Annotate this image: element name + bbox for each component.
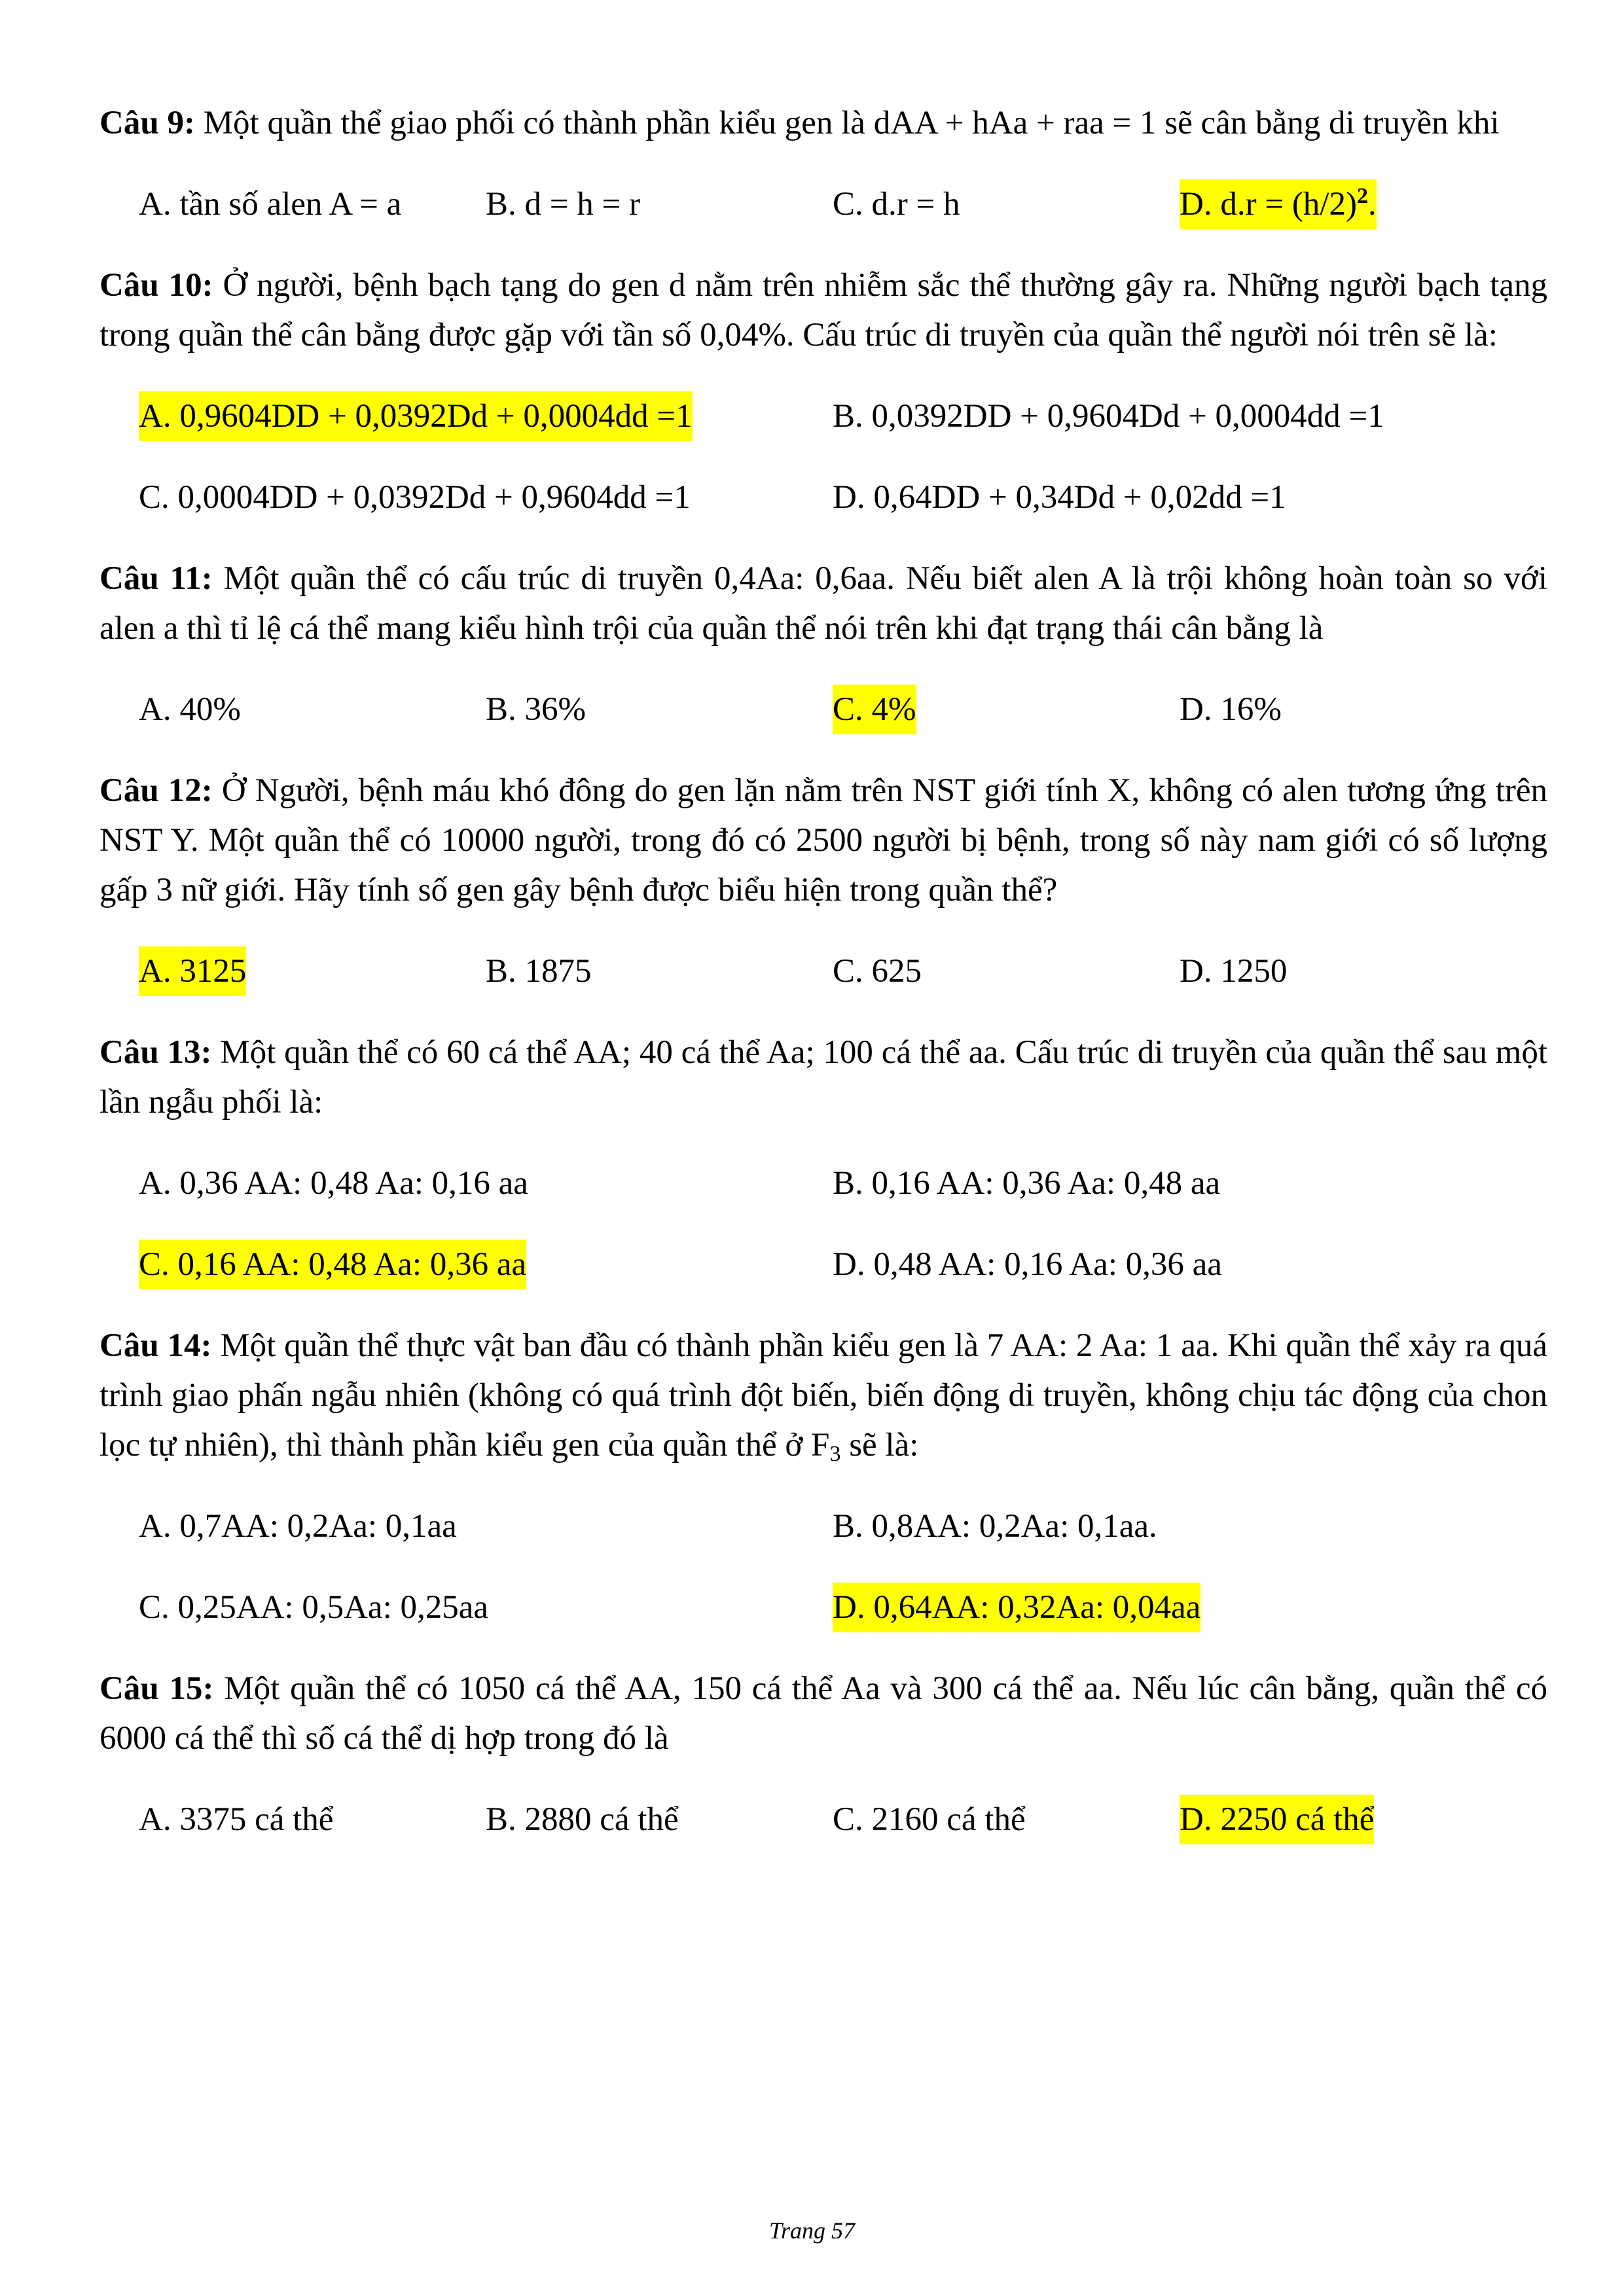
question-number: Câu 12: <box>99 772 213 809</box>
exam-page <box>99 98 1547 1844</box>
question-stem <box>99 1321 1547 1470</box>
question-number: Câu 9: <box>99 105 195 141</box>
option-d: D. 16% <box>1180 691 1282 728</box>
option-a: A. tần số alen A = a <box>139 186 402 223</box>
options-row <box>99 179 1547 229</box>
question-13 <box>99 1028 1547 1289</box>
option-b: B. 0,0392DD + 0,9604Dd + 0,0004dd =1 <box>833 398 1384 435</box>
option-c-answer: C. 4% <box>833 685 916 734</box>
question-stem <box>99 554 1547 653</box>
options-row <box>99 1501 1547 1551</box>
question-number: Câu 15: <box>99 1670 214 1707</box>
option-b: B. 36% <box>486 691 586 728</box>
question-number: Câu 11: <box>99 560 213 597</box>
question-text: Một quần thể có 60 cá thể AA; 40 cá thể Aa; 100 cá thể aa. Cấu trúc di truyền của quần thể sau một lần ngẫu phối là: <box>99 1034 1547 1121</box>
option-a-answer: A. 0,9604DD + 0,0392Dd + 0,0004dd =1 <box>139 391 693 441</box>
option-a: A. 0,7AA: 0,2Aa: 0,1aa <box>139 1508 457 1545</box>
question-text: Một quần thể có 1050 cá thể AA, 150 cá thể Aa và 300 cá thể aa. Nếu lúc cân bằng, quần thể có 6000 cá thể thì số cá thể dị hợp trong đó là <box>99 1670 1547 1757</box>
question-stem <box>99 260 1547 360</box>
question-stem <box>99 98 1547 148</box>
question-number: Câu 14: <box>99 1327 212 1364</box>
options-row <box>99 1158 1547 1208</box>
option-a: A. 0,36 AA: 0,48 Aa: 0,16 aa <box>139 1165 528 1202</box>
options-row <box>99 391 1547 441</box>
option-c-answer: C. 0,16 AA: 0,48 Aa: 0,36 aa <box>139 1240 526 1289</box>
option-c: C. d.r = h <box>833 186 960 223</box>
option-a: A. 3375 cá thể <box>139 1801 334 1838</box>
question-text: Ở Người, bệnh máu khó đông do gen lặn nằm trên NST giới tính X, không có alen tương ứng trên NST Y. Một quần thể có 10000 người, trong đó có 2500 người bị bệnh, trong số này nam giới có số lượng gấp 3 nữ giới. Hãy tính số gen gây bệnh được biểu hiện trong quần thể? <box>99 772 1547 908</box>
generation-subscript: 3 <box>829 1442 841 1466</box>
option-d-answer <box>1180 179 1377 229</box>
question-text-end: sẽ là: <box>840 1427 919 1463</box>
question-14 <box>99 1321 1547 1632</box>
option-a-answer: A. 3125 <box>139 946 246 996</box>
option-d: D. 0,48 AA: 0,16 Aa: 0,36 aa <box>833 1246 1222 1283</box>
option-c: C. 2160 cá thể <box>833 1801 1026 1838</box>
option-c: C. 0,25AA: 0,5Aa: 0,25aa <box>139 1589 489 1626</box>
options-row <box>99 1583 1547 1632</box>
options-row <box>99 1240 1547 1289</box>
options-row <box>99 1795 1547 1844</box>
option-c: C. 0,0004DD + 0,0392Dd + 0,9604dd =1 <box>139 479 691 516</box>
question-text: Một quần thể giao phối có thành phần kiểu gen là dAA + hAa + raa = 1 sẽ cân bằng di truyền khi <box>194 105 1500 141</box>
question-12 <box>99 766 1547 996</box>
option-d: D. 1250 <box>1180 953 1288 990</box>
question-number: Câu 13: <box>99 1034 212 1071</box>
question-text: Ở người, bệnh bạch tạng do gen d nằm trên nhiễm sắc thể thường gây ra. Những người bạch tạng trong quần thể cân bằng được gặp với tần số 0,04%. Cấu trúc di truyền của quần thể người nói trên sẽ là: <box>99 267 1547 353</box>
question-number: Câu 10: <box>99 267 213 304</box>
option-b: B. 0,8AA: 0,2Aa: 0,1aa. <box>833 1508 1157 1545</box>
option-b: B. 0,16 AA: 0,36 Aa: 0,48 aa <box>833 1165 1221 1202</box>
question-9 <box>99 98 1547 229</box>
page-number: Trang 57 <box>768 2217 856 2244</box>
option-d-text: D. d.r = (h/2) <box>1180 186 1357 223</box>
question-15 <box>99 1664 1547 1844</box>
question-10 <box>99 260 1547 522</box>
options-row <box>99 473 1547 522</box>
option-d: D. 0,64DD + 0,34Dd + 0,02dd =1 <box>833 479 1286 516</box>
option-b: B. 1875 <box>486 953 592 990</box>
option-d-answer: D. 2250 cá thể <box>1180 1795 1374 1844</box>
option-b: B. 2880 cá thể <box>486 1801 679 1838</box>
question-stem <box>99 1664 1547 1763</box>
question-text: Một quần thể có cấu trúc di truyền 0,4Aa: 0,6aa. Nếu biết alen A là trội không hoàn toàn so với alen a thì tỉ lệ cá thể mang kiểu hình trội của quần thể nói trên khi đạt trạng thái cân bằng là <box>99 560 1547 647</box>
question-stem <box>99 1028 1547 1127</box>
question-text: Một quần thể thực vật ban đầu có thành phần kiểu gen là 7 AA: 2 Aa: 1 aa. Khi quần thể xảy ra quá trình giao phấn ngẫu nhiên (không có quá trình đột biến, biến động di truyền, không chịu tác động của chon lọc tự nhiên), thì thành phần kiểu gen của quần thể ở F <box>99 1327 1547 1463</box>
option-d-answer: D. 0,64AA: 0,32Aa: 0,04aa <box>833 1583 1200 1632</box>
options-row <box>99 946 1547 996</box>
option-b: B. d = h = r <box>486 186 641 223</box>
option-d-superscript: 2 <box>1356 184 1368 208</box>
option-d-period: . <box>1367 186 1377 223</box>
options-row <box>99 685 1547 734</box>
question-11 <box>99 554 1547 734</box>
option-a: A. 40% <box>139 691 241 728</box>
question-stem <box>99 766 1547 915</box>
option-c: C. 625 <box>833 953 922 990</box>
